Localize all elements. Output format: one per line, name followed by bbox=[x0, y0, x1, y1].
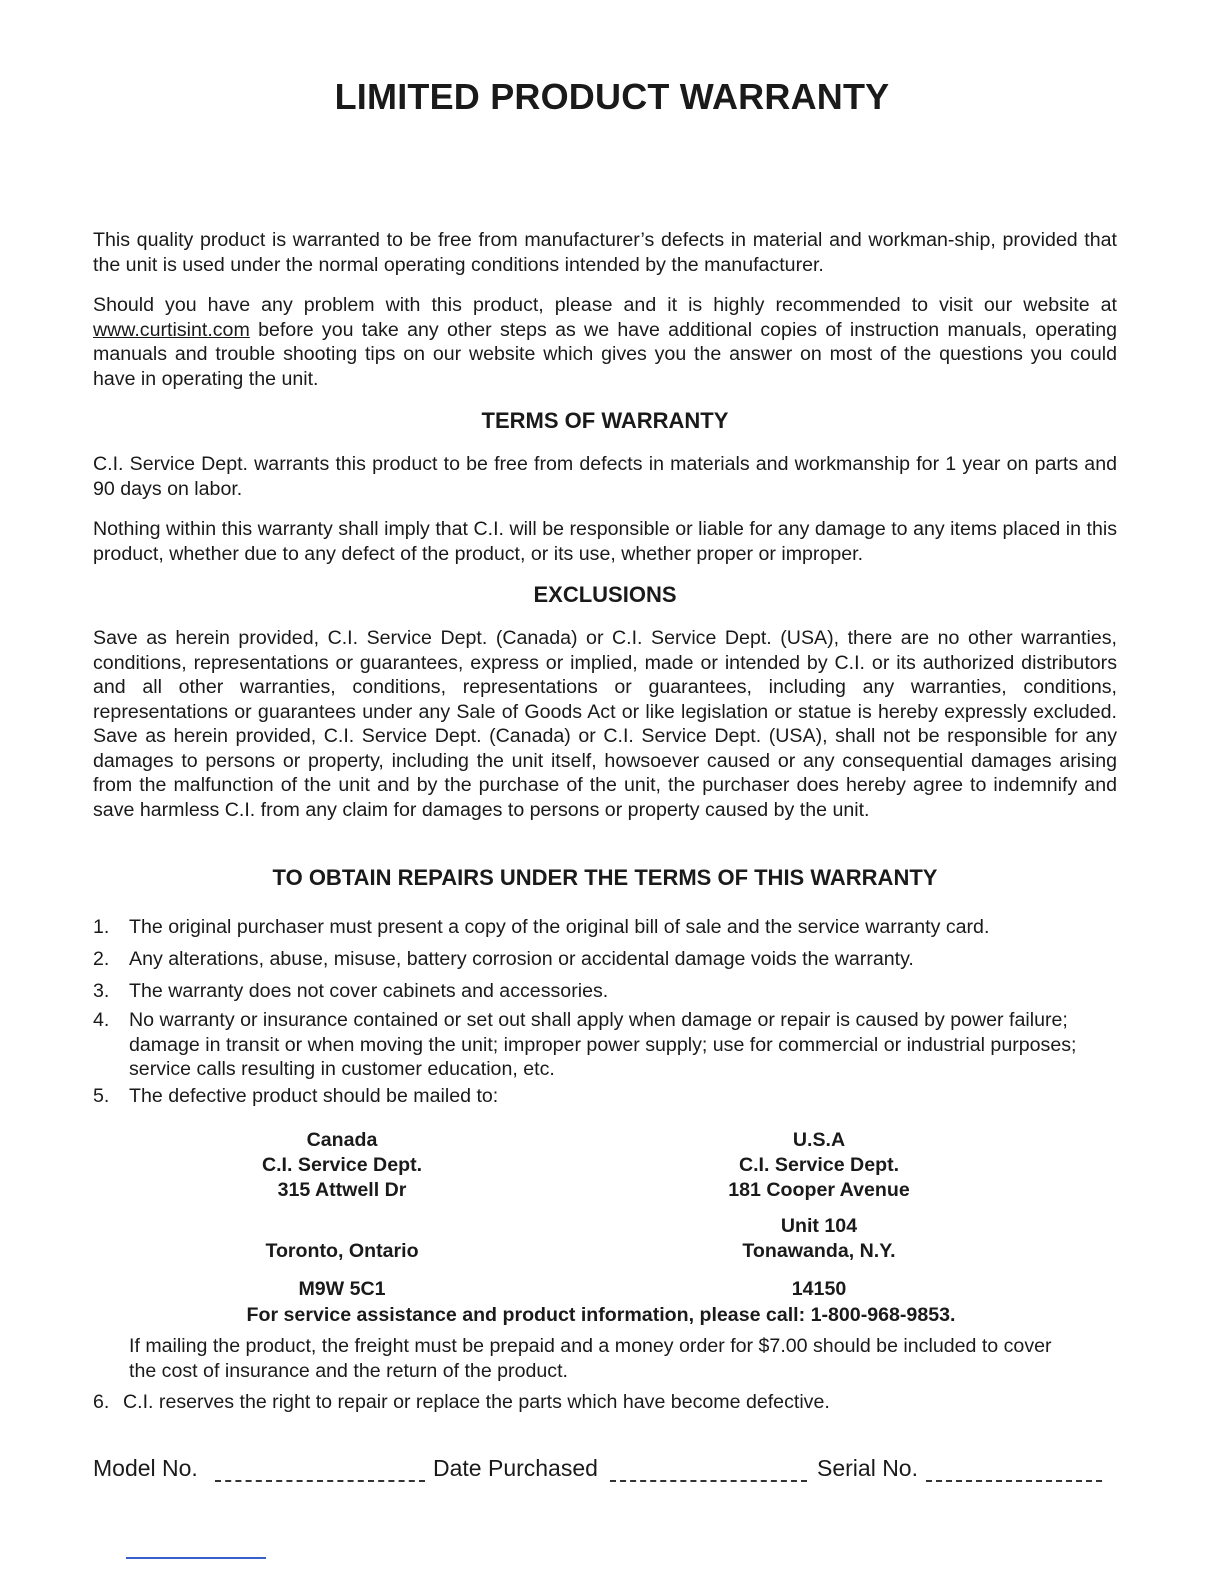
exclusions-heading: EXCLUSIONS bbox=[533, 582, 677, 607]
canada-country: Canada bbox=[306, 1129, 378, 1151]
list-item-text: The defective product should be mailed to: bbox=[129, 1085, 499, 1107]
service-phone-line: For service assistance and product information, please call: 1-800-968-9853. bbox=[246, 1304, 956, 1326]
terms-paragraph-1: C.I. Service Dept. warrants this product to be free from defects in materials and workmanship for 1 year on parts and 90 days on labor. bbox=[93, 453, 1117, 500]
usa-street: 181 Cooper Avenue bbox=[728, 1179, 910, 1201]
serial-no-blank[interactable] bbox=[926, 1480, 1102, 1482]
mailing-note: If mailing the product, the freight must be prepaid and a money order for $7.00 should be included to cover the cost of insurance and the return of the product. bbox=[129, 1335, 1052, 1382]
model-no-label: Model No. bbox=[93, 1455, 198, 1481]
list-item-number: 1. bbox=[93, 916, 110, 938]
canada-city: Toronto, Ontario bbox=[265, 1240, 419, 1262]
list-item-text: The warranty does not cover cabinets and accessories. bbox=[129, 980, 609, 1002]
usa-country: U.S.A bbox=[792, 1129, 846, 1151]
list-item-number: 5. bbox=[93, 1085, 110, 1107]
list-item-number: 2. bbox=[93, 948, 110, 970]
list-item-number: 3. bbox=[93, 980, 110, 1002]
website-link[interactable]: www.curtisint.com bbox=[93, 318, 250, 341]
date-purchased-label: Date Purchased bbox=[433, 1455, 598, 1481]
usa-city: Tonawanda, N.Y. bbox=[742, 1240, 896, 1262]
usa-postal: 14150 bbox=[791, 1278, 847, 1300]
terms-paragraph-2: Nothing within this warranty shall imply that C.I. will be responsible or liable for any damage to any items placed in this product, whether due to any defect of the product, or its use, whether proper or improper. bbox=[93, 518, 1117, 565]
model-no-blank[interactable] bbox=[215, 1480, 425, 1482]
date-purchased-blank[interactable] bbox=[610, 1480, 807, 1482]
canada-postal: M9W 5C1 bbox=[298, 1278, 386, 1300]
canada-dept: C.I. Service Dept. bbox=[261, 1154, 423, 1176]
usa-unit: Unit 104 bbox=[780, 1215, 858, 1237]
list-item-number: 6. bbox=[93, 1391, 110, 1413]
list-item-number: 4. bbox=[93, 1009, 110, 1031]
list-item-text: Any alterations, abuse, misuse, battery corrosion or accidental damage voids the warranty. bbox=[129, 948, 914, 970]
repairs-heading: TO OBTAIN REPAIRS UNDER THE TERMS OF THIS WARRANTY bbox=[272, 865, 938, 890]
intro-paragraph-2 bbox=[93, 293, 1117, 391]
footer-rule bbox=[126, 1557, 266, 1559]
exclusions-paragraph: Save as herein provided, C.I. Service Dept. (Canada) or C.I. Service Dept. (USA), there are no other warranties, conditions, representations or guarantees, express or implied, made or intended by C.I. or its authorized distributors and all other warranties, conditions, representations or guarantees, including any warranties, conditions, representations or guarantees under any Sale of Goods Act or like legislation or statue is hereby expressly excluded. Save as herein provided, C.I. Service Dept. (Canada) or C.I. Service Dept. (USA), shall not be responsible for any damages to persons or property, including the unit itself, howsoever caused or any consequential damages arising from the malfunction of the unit and by the purchase of the unit, the purchaser does hereby agree to indemnify and save harmless C.I. from any claim for damages to persons or property caused by the unit. bbox=[93, 627, 1117, 821]
intro-text-after-link: before you take any other steps as we have additional copies of instruction manuals, operating manuals and trouble shooting tips on our website which gives you the answer on most of the questions you could have in operating the unit. bbox=[93, 318, 1117, 390]
intro-text-before-link: Should you have any problem with this product, please and it is highly recommended to visit our website at bbox=[93, 294, 1117, 316]
intro-paragraph-1: This quality product is warranted to be free from manufacturer’s defects in material and workman-ship, provided that the unit is used under the normal operating conditions intended by the manufacturer. bbox=[93, 229, 1117, 276]
list-item-text: C.I. reserves the right to repair or replace the parts which have become defective. bbox=[123, 1391, 830, 1413]
terms-heading: TERMS OF WARRANTY bbox=[481, 408, 729, 433]
list-item-text: The original purchaser must present a copy of the original bill of sale and the service warranty card. bbox=[129, 916, 990, 938]
serial-no-label: Serial No. bbox=[817, 1455, 918, 1481]
list-item-text: No warranty or insurance contained or set out shall apply when damage or repair is caused by power failure; damage in transit or when moving the unit; improper power supply; use for commercial or industrial purposes; service calls resulting in customer education, etc. bbox=[129, 1009, 1077, 1080]
page-title: LIMITED PRODUCT WARRANTY bbox=[334, 76, 890, 117]
usa-dept: C.I. Service Dept. bbox=[738, 1154, 900, 1176]
canada-street: 315 Attwell Dr bbox=[277, 1179, 407, 1201]
